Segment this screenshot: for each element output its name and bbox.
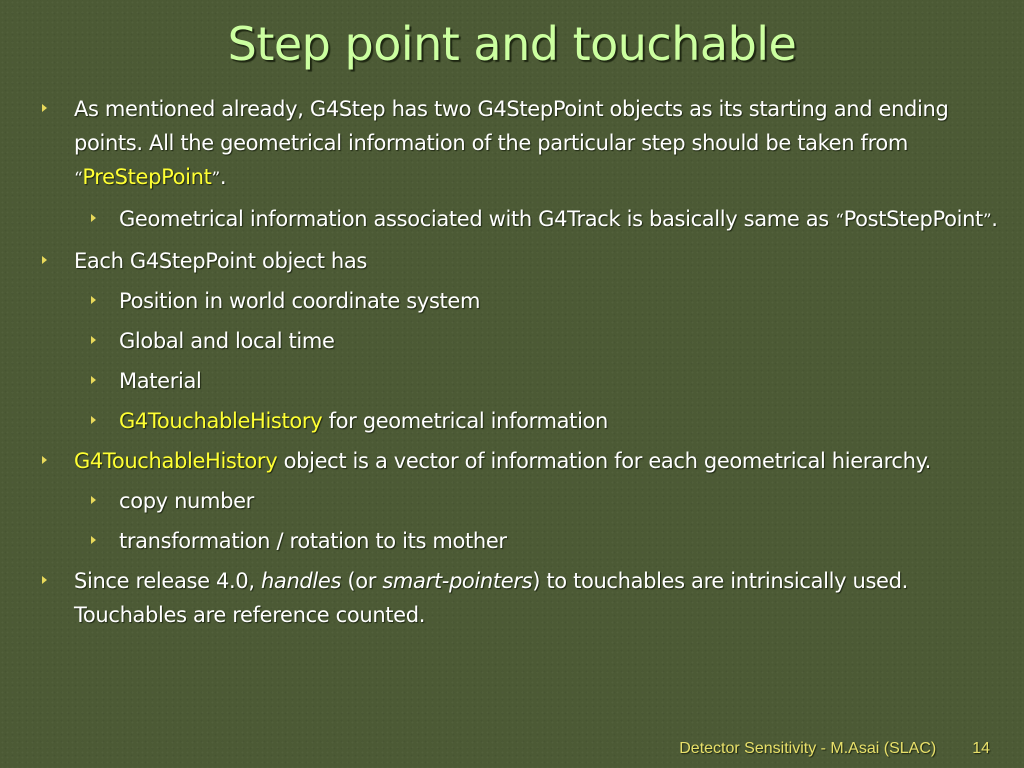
triangle-bullet-icon — [91, 376, 96, 384]
italic-term-handles: handles — [260, 569, 342, 593]
bullet-item — [36, 92, 1006, 196]
page-number: 14 — [972, 740, 990, 757]
sub-bullet-item — [36, 324, 1006, 358]
highlight-term: PreStepPoint — [82, 165, 212, 189]
highlight-term: G4TouchableHistory — [74, 449, 278, 473]
bullet-text-end: ) to touchables are intrinsically used. Touchables are reference counted. — [74, 569, 908, 627]
bullet-item — [36, 444, 1006, 478]
sub-bullet-item — [36, 484, 1006, 518]
bullet-text: Material — [119, 369, 202, 393]
sub-bullet-item — [36, 284, 1006, 318]
triangle-bullet-icon — [91, 496, 96, 504]
bullet-text: Position in world coordinate system — [119, 289, 481, 313]
highlight-term: G4TouchableHistory — [119, 409, 323, 433]
sub-bullet-item — [36, 404, 1006, 438]
bullet-text-mid: (or — [341, 569, 383, 593]
bullet-text-end: object is a vector of information for each geometrical hierarchy. — [277, 449, 931, 473]
close-quote: ” — [211, 169, 220, 189]
slide-title: Step point and touchable — [227, 17, 797, 71]
quoted-term: PostStepPoint — [843, 207, 983, 231]
open-quote: “ — [74, 169, 83, 189]
triangle-bullet-icon — [91, 336, 96, 344]
triangle-bullet-icon — [91, 296, 96, 304]
triangle-bullet-icon — [91, 416, 96, 424]
italic-term-smart-pointers: smart-pointers — [382, 569, 533, 593]
footer-caption: Detector Sensitivity - M.Asai (SLAC) — [679, 740, 937, 757]
bullet-text: Global and local time — [119, 329, 335, 353]
bullet-text: transformation / rotation to its mother — [119, 529, 507, 553]
bullet-text: Each G4StepPoint object has — [74, 249, 367, 273]
close-quote: ” — [982, 211, 992, 231]
triangle-bullet-icon — [42, 576, 47, 584]
bullet-text: Geometrical information associated with G4Track is basically same as — [119, 207, 836, 231]
bullet-text: As mentioned already, G4Step has two G4StepPoint objects as its starting and ending points. All the geometrical information of the particular step should be taken from — [74, 97, 949, 155]
bullet-item — [36, 564, 1006, 632]
triangle-bullet-icon — [91, 536, 96, 544]
bullet-text-end: . — [991, 207, 998, 231]
bullet-text-end: . — [219, 165, 227, 189]
bullet-text-end: for geometrical information — [322, 409, 609, 433]
bullet-text: Since release 4.0, — [74, 569, 261, 593]
triangle-bullet-icon — [91, 214, 96, 222]
sub-bullet-item — [36, 202, 1006, 238]
triangle-bullet-icon — [42, 104, 47, 112]
sub-bullet-item — [36, 364, 1006, 398]
bullet-item — [36, 244, 1006, 278]
bullet-text: copy number — [119, 489, 254, 513]
sub-bullet-item — [36, 524, 1006, 558]
slide-body — [36, 92, 1006, 638]
open-quote: “ — [835, 211, 844, 231]
triangle-bullet-icon — [42, 256, 47, 264]
triangle-bullet-icon — [42, 456, 47, 464]
slide-footer — [679, 738, 990, 760]
